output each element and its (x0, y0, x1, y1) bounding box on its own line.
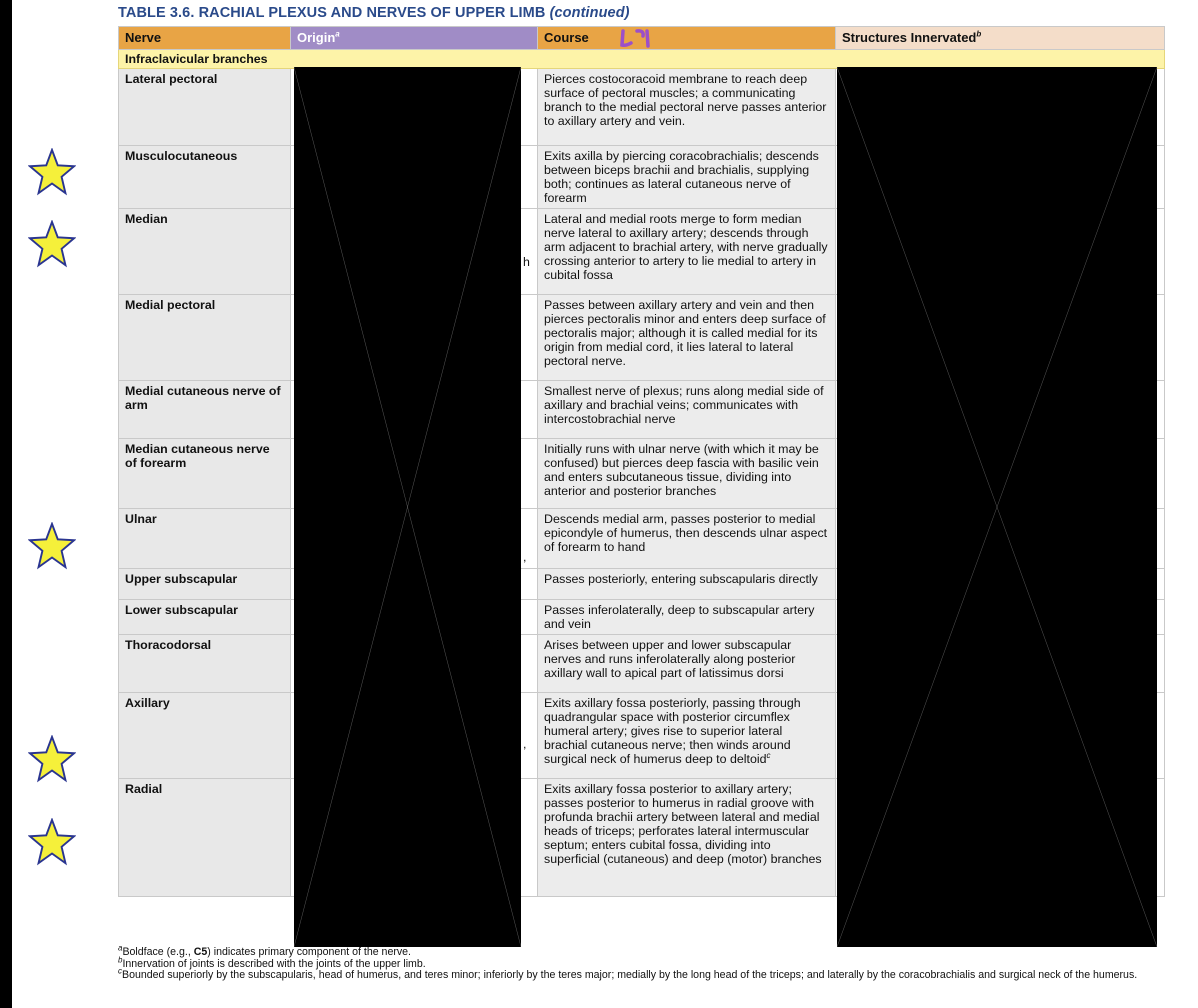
table-title-text: TABLE 3.6. RACHIAL PLEXUS AND NERVES OF UPPER LIMB (118, 5, 546, 21)
section-label: Infraclavicular branches (119, 50, 1165, 69)
course-cell: Smallest nerve of plexus; runs along medial side of axillary and brachial veins; communicates with intercostobrachial nerve (538, 381, 836, 439)
course-cell: Initially runs with ulnar nerve (with which it may be confused) but pierces deep fascia with basilic vein and enters subcutaneous tissue, dividing into anterior and posterior branches (538, 439, 836, 509)
course-cell: Passes between axillary artery and vein and then pierces pectoralis minor and enters deep surface of pectoralis major; although it is called medial for its origin from medial cord, it lies lateral to lateral pectoral nerve. (538, 295, 836, 381)
nerve-name-cell: Medial cutaneous nerve of arm (119, 381, 291, 439)
course-cell: Lateral and medial roots merge to form median nerve lateral to axillary artery; descends through arm adjacent to brachial artery, with nerve gradually crossing anterior to artery to lie medial to artery in cubital fossa (538, 209, 836, 295)
star-icon (28, 522, 76, 570)
footnote-c: $^c$Bounded superiorly by the subscapularis, head of humerus, and teres minor; inferiorly by the teres major; medially by the long head of the triceps; and laterally by the coracobrachialis and surgical neck of the humerus. (118, 966, 1138, 981)
redaction-structures-column (837, 67, 1157, 947)
header-course: Course (538, 27, 836, 50)
nerve-name-cell: Median cutaneous nerve of forearm (119, 439, 291, 509)
origin-fragment: , (523, 737, 527, 751)
course-cell: Arises between upper and lower subscapular nerves and runs inferolaterally along posterior axillary wall to apical part of latissimus dorsi (538, 635, 836, 693)
star-icon (28, 735, 76, 783)
table-title (118, 5, 630, 21)
star-icon (28, 220, 76, 268)
table-title-continued: (continued) (549, 5, 630, 21)
course-cell: Pierces costocoracoid membrane to reach deep surface of pectoral muscles; a communicating branch to the medial pectoral nerve passes anterior to axillary artery and vein. (538, 69, 836, 146)
footnote-a: $^a$Boldface (e.g., C5) indicates primary component of the nerve. (118, 943, 411, 958)
star-icon (28, 818, 76, 866)
header-nerve: Nerve (119, 27, 291, 50)
section-row (119, 50, 1165, 69)
left-border-bar (0, 0, 12, 1008)
course-cell: Exits axilla by piercing coracobrachialis; descends between biceps brachii and brachialis, supplying both; continues as lateral cutaneous nerve of forearm (538, 146, 836, 209)
course-cell: Descends medial arm, passes posterior to medial epicondyle of humerus, then descends ulnar aspect of forearm to hand (538, 509, 836, 569)
redaction-origin-column (294, 67, 521, 947)
nerve-name-cell: Lateral pectoral (119, 69, 291, 146)
header-origin: Origin$^a$ (291, 27, 538, 50)
handwritten-annotation (616, 26, 658, 52)
nerve-name-cell: Radial (119, 779, 291, 897)
nerve-name-cell: Lower subscapular (119, 600, 291, 635)
nerve-name-cell: Medial pectoral (119, 295, 291, 381)
course-cell: Exits axillary fossa posteriorly, passing through quadrangular space with posterior circumflex humeral artery; gives rise to superior lateral brachial cutaneous nerve; then winds around surgical neck of humerus deep to deltoid$^c$ (538, 693, 836, 779)
course-cell: Passes posteriorly, entering subscapularis directly (538, 569, 836, 600)
course-cell: Passes inferolaterally, deep to subscapular artery and vein (538, 600, 836, 635)
course-cell: Exits axillary fossa posterior to axillary artery; passes posterior to humerus in radial groove with profunda brachii artery between lateral and medial heads of triceps; perforates lateral intermuscular septum; enters cubital fossa, dividing into superficial (cutaneous) and deep (motor) branches (538, 779, 836, 897)
star-icon (28, 148, 76, 196)
annotation-text: L1 (616, 26, 618, 27)
footnotes (118, 943, 1178, 982)
origin-fragment: , (523, 550, 527, 564)
nerve-name-cell: Upper subscapular (119, 569, 291, 600)
nerve-name-cell: Median (119, 209, 291, 295)
nerve-name-cell: Ulnar (119, 509, 291, 569)
origin-fragment: h (523, 255, 530, 269)
nerve-name-cell: Musculocutaneous (119, 146, 291, 209)
nerve-name-cell: Axillary (119, 693, 291, 779)
header-structures: Structures Innervated$^b$ (836, 27, 1165, 50)
nerve-name-cell: Thoracodorsal (119, 635, 291, 693)
footnote-b: $^b$Innervation of joints is described with the joints of the upper limb. (118, 954, 426, 970)
